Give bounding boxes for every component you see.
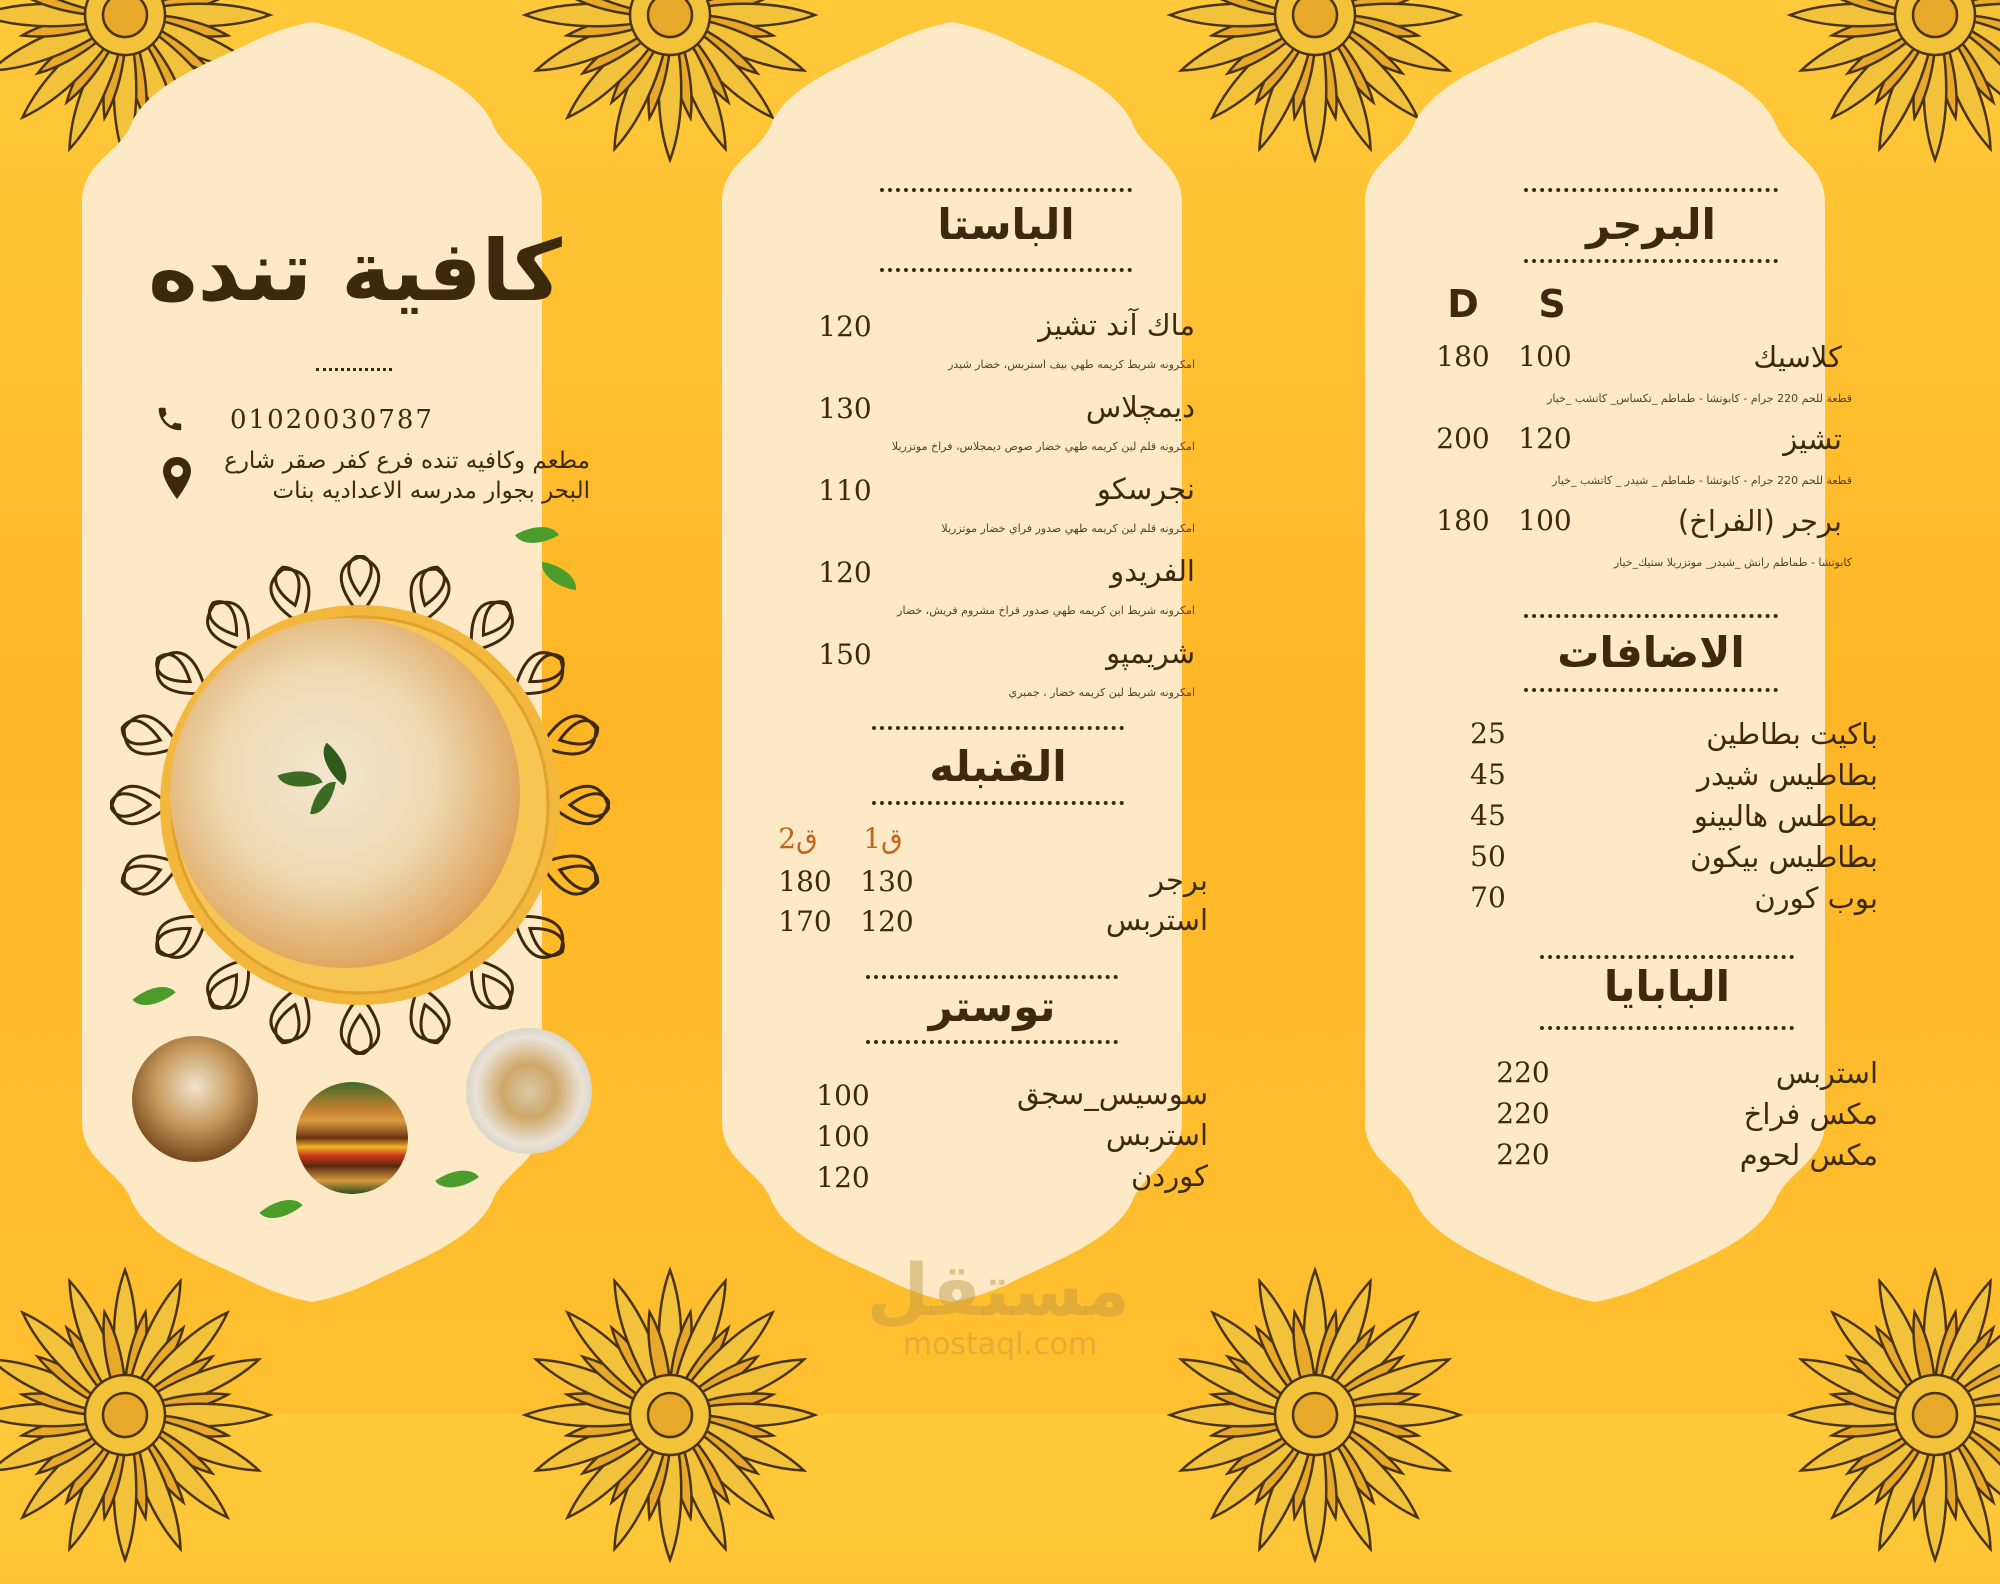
toaster-item-price: 100 — [816, 1079, 870, 1112]
extras-divider-bottom — [1524, 688, 1778, 692]
pasta-divider-top — [880, 188, 1132, 192]
papaya-item-price: 220 — [1496, 1056, 1550, 1089]
pasta-item-name: ديمچلاس — [1085, 390, 1195, 424]
extras-item-price: 70 — [1470, 881, 1506, 914]
toaster-item-name: استربس — [1105, 1118, 1208, 1152]
extras-divider-top — [1524, 614, 1778, 618]
pasta-item-name: الفريدو — [1110, 554, 1195, 588]
papaya-divider-top — [1540, 955, 1794, 959]
burger-size-d-header: D — [1447, 282, 1479, 326]
burger-divider-bottom — [1524, 259, 1778, 263]
pizza-image — [170, 618, 520, 968]
extras-title: الاضافات — [1557, 628, 1745, 677]
extras-item-price: 45 — [1470, 799, 1506, 832]
extras-item-name: بطاطيس شيدر — [1697, 758, 1878, 792]
papaya-item-name: مكس لحوم — [1739, 1138, 1878, 1172]
pasta-item-price: 120 — [818, 556, 872, 589]
burger-item-desc: قطعة للحم 220 جرام - كابوتشا - طماطم _ شيدر _ كاتشب _خيار — [1552, 474, 1852, 487]
toaster-title: توستر — [928, 982, 1056, 1031]
burger-item-price-s: 100 — [1518, 340, 1572, 373]
pasta-item-price: 130 — [818, 392, 872, 425]
qunbula-col2-header: ق2 — [778, 822, 818, 855]
extras-item-name: بطاطس هالبينو — [1693, 799, 1878, 833]
title-divider — [316, 368, 392, 371]
toaster-item-name: كوردن — [1130, 1159, 1208, 1193]
phone-number[interactable]: 01020030787 — [230, 405, 434, 435]
qunbula-divider-bottom — [872, 801, 1124, 805]
pasta-item-name: شريمپو — [1106, 636, 1195, 670]
qunbula-item-price-2: 170 — [778, 905, 832, 938]
qunbula-col1-header: ق1 — [863, 822, 903, 855]
toaster-item-price: 120 — [816, 1161, 870, 1194]
watermark-arabic: مستقل — [866, 1248, 1130, 1332]
qunbula-item-price-1: 120 — [860, 905, 914, 938]
pasta-item-desc: امكرونه شريط كريمه طهي بيف استربس، خضار شيدر — [948, 358, 1195, 371]
burger-item-name: برجر (الفراخ) — [1677, 504, 1842, 538]
extras-item-name: باكيت بطاطين — [1706, 717, 1878, 751]
phone-icon — [155, 404, 185, 434]
burger-divider-top — [1524, 188, 1778, 192]
toaster-divider-top — [866, 975, 1118, 979]
waffle-image — [132, 1036, 258, 1162]
pasta-item-price: 110 — [818, 474, 872, 507]
qunbula-item-price-1: 130 — [860, 865, 914, 898]
pasta-divider-bottom — [880, 268, 1132, 272]
toaster-divider-bottom — [866, 1040, 1118, 1044]
toaster-item-name: سوسيس_سجق — [1016, 1077, 1208, 1111]
extras-item-price: 45 — [1470, 758, 1506, 791]
qunbula-title: القنبله — [929, 742, 1067, 791]
crepe-image — [466, 1028, 592, 1154]
pasta-item-name: نجرسكو — [1096, 472, 1195, 506]
pasta-item-price: 150 — [818, 638, 872, 671]
burger-item-name: تشيز — [1783, 422, 1842, 456]
pasta-item-desc: امكرونه شريط ابن كريمه طهي صدور فراخ مشروم فريش، خضار — [897, 604, 1195, 617]
papaya-item-name: مكس فراخ — [1743, 1097, 1878, 1131]
extras-item-name: بوب كورن — [1754, 881, 1878, 915]
papaya-item-price: 220 — [1496, 1097, 1550, 1130]
burger-item-price-d: 180 — [1436, 504, 1490, 537]
papaya-item-name: استربس — [1775, 1056, 1878, 1090]
watermark — [866, 1248, 1130, 1362]
burger-image — [296, 1082, 408, 1194]
pasta-item-name: ماك آند تشيز — [1038, 308, 1195, 342]
burger-item-name: كلاسيك — [1753, 340, 1842, 374]
papaya-divider-bottom — [1540, 1026, 1794, 1030]
burger-item-price-d: 200 — [1436, 422, 1490, 455]
extras-item-price: 50 — [1470, 840, 1506, 873]
burger-item-price-s: 120 — [1518, 422, 1572, 455]
qunbula-item-name: برجر — [1150, 863, 1208, 897]
cafe-title: كافية تنده — [148, 222, 562, 320]
pasta-item-desc: امكرونه قلم لين كريمه طهي خضار صوص ديمجلاس، فراخ موتزريلا — [891, 440, 1195, 453]
qunbula-item-name: استربس — [1105, 903, 1208, 937]
burger-size-s-header: S — [1538, 282, 1566, 326]
pasta-item-desc: امكرونه شريط لين كريمه خضار ، جمبري — [1008, 686, 1195, 699]
pasta-item-desc: امكرونه قلم لين كريمه طهي صدور فراي خضار موتزريلا — [941, 522, 1195, 535]
extras-item-name: بطاطيس بيكون — [1690, 840, 1878, 874]
pasta-title: الباستا — [937, 200, 1075, 249]
address: مطعم وكافيه تنده فرع كفر صقر شارع البحر بجوار مدرسه الاعداديه بنات — [224, 448, 590, 504]
location-pin-icon — [160, 455, 194, 503]
extras-item-price: 25 — [1470, 717, 1506, 750]
papaya-item-price: 220 — [1496, 1138, 1550, 1171]
burger-item-price-d: 180 — [1436, 340, 1490, 373]
papaya-title: البابايا — [1603, 962, 1731, 1011]
qunbula-item-price-2: 180 — [778, 865, 832, 898]
burger-item-price-s: 100 — [1518, 504, 1572, 537]
burger-item-desc: كابوتشا - طماطم رانش _شيدر_ موتزريلا ستيك_خيار — [1613, 556, 1852, 569]
burger-title: البرجر — [1586, 200, 1716, 249]
qunbula-divider-top — [872, 726, 1124, 730]
toaster-item-price: 100 — [816, 1120, 870, 1153]
burger-item-desc: قطعة للحم 220 جرام - كابوتشا - طماطم _تكساس_ كاتشب _خيار — [1547, 392, 1852, 405]
watermark-latin: mostaql.com — [902, 1327, 1098, 1362]
pasta-item-price: 120 — [818, 310, 872, 343]
